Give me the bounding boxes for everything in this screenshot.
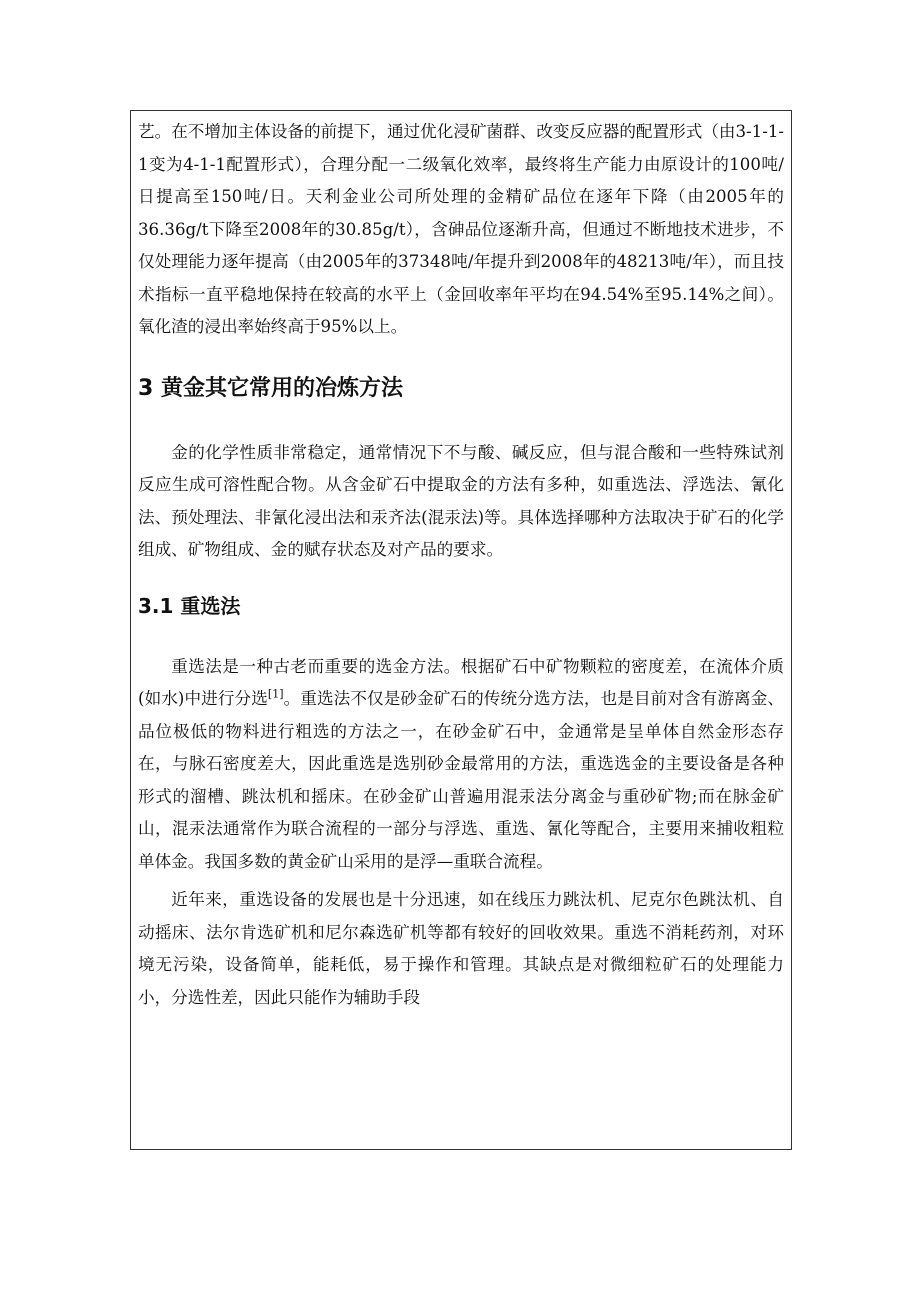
section-3-1-heading: 3.1 重选法: [138, 593, 241, 618]
section-3-1-paragraph-1: [138, 651, 784, 879]
section-3-heading: 3 黄金其它常用的冶炼方法: [138, 375, 403, 401]
citation-ref[interactable]: [1]: [267, 687, 284, 701]
paragraph-text: 。重选法不仅是砂金矿石的传统分选方法，也是目前对含有游离金、品位极低的物料进行粗选的方法之一，在砂金矿石中，金通常是呈单体自然金形态存在，与脉石密度差大，因此重选是选别砂金最常用的方法，重选选金的主要设备是各种形式的溜槽、跳汰机和摇床。在砂金矿山普遍用混汞法分离金与重砂矿物;而在脉金矿山，混汞法通常作为联合流程的一部分与浮选、重选、氰化等配合，主要用来捕收粗粒单体金。我国多数的黄金矿山采用的是浮—重联合流程。: [138, 689, 785, 871]
section-3-paragraph: 金的化学性质非常稳定，通常情况下不与酸、碱反应，但与混合酸和一些特殊试剂反应生成可溶性配合物。从含金矿石中提取金的方法有多种，如重选法、浮选法、氰化法、预处理法、非氰化浸出法和汞齐法(混汞法)等。具体选择哪种方法取决于矿石的化学组成、矿物组成、金的赋存状态及对产品的要求。: [138, 442, 784, 559]
intro-paragraph: 艺。在不增加主体设备的前提下，通过优化浸矿菌群、改变反应器的配置形式（由3-1-1-1变为4-1-1配置形式），合理分配一二级氧化效率，最终将生产能力由原设计的100吨/日提高至150吨/日。天利金业公司所处理的金精矿品位在逐年下降（由2005年的36.36g/t下降至2008年的30.85g/t），含砷品位逐渐升高，但通过不断地技术进步，不仅处理能力逐年提高（由2005年的37348吨/年提升到2008年的48213吨/年），而且技术指标一直平稳地保持在较高的水平上（金回收率年平均在94.54%至95.14%之间）。氧化渣的浸出率始终高于95%以上。: [138, 122, 784, 336]
paragraph-text: 重选法是一种古老而重要的选金方法。根据矿石中矿物颗粒的密度差，在流体介质(如水)中进行分选: [138, 656, 784, 708]
section-3-1-paragraph-2: 近年来，重选设备的发展也是十分迅速，如在线压力跳汰机、尼克尔色跳汰机、自动摇床、法尔肯选矿机和尼尔森选矿机等都有较好的回收效果。重选不消耗药剂，对环境无污染，设备简单，能耗低，易于操作和管理。其缺点是对微细粒矿石的处理能力小，分选性差，因此只能作为辅助手段: [138, 890, 784, 1007]
document-body: [138, 116, 784, 1014]
